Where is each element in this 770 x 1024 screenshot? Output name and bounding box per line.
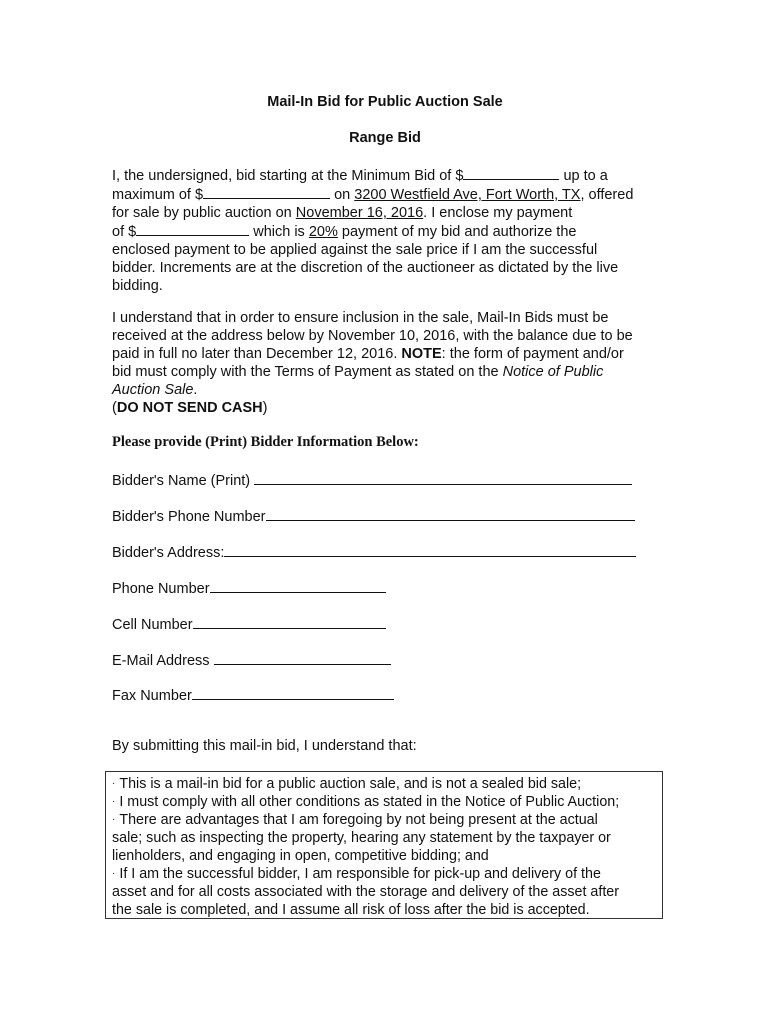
bidder-name-line[interactable] (254, 470, 632, 485)
cell-number-field[interactable]: Cell Number (112, 614, 386, 633)
terms-paragraph: I understand that in order to ensure inclusion in the sale, Mail-In Bids must be received at the address below by November 10, 2016, with the balance due to be paid in full no later than December 12, 2016. NOTE: the form of payment and/or bid must comply with the Terms of Payment as stated on the Notice of Public Auction Sale. (DO NOT SEND CASH) (112, 309, 672, 417)
email-field[interactable]: E-Mail Address (112, 650, 391, 669)
bid-statement-paragraph: I, the undersigned, bid starting at the Minimum Bid of $ up to a maximum of $ on 3200 Westfield Ave, Fort Worth, TX, offered for sale by public auction on November 16, 2016. I enclose my payment of $ which is 20% payment of my bid and authorize the enclosed payment to be applied against the sale price if I am the successful bidder. Increments are at the discretion of the auctioneer as dictated by the live bidding. (112, 168, 634, 294)
note-label: NOTE (401, 346, 442, 362)
bidder-address-field[interactable]: Bidder's Address: (112, 542, 636, 561)
bullet-icon: · (112, 778, 116, 789)
bullet-icon: · (112, 814, 116, 825)
maximum-bid-blank[interactable] (203, 185, 330, 199)
acknowledgement-item: · There are advantages that I am foregoing by not being present at the actual (112, 812, 598, 828)
phone-number-line[interactable] (210, 578, 386, 593)
fax-number-line[interactable] (192, 685, 394, 700)
acknowledgement-intro: By submitting this mail-in bid, I understand that: (112, 738, 417, 754)
cell-number-line[interactable] (193, 614, 386, 629)
minimum-bid-blank[interactable] (463, 166, 559, 180)
acknowledgement-box: · This is a mail-in bid for a public auction sale, and is not a sealed bid sale; · I must comply with all other conditions as stated in the Notice of Public Auction; · There are advantages that I am foregoing by not being present at the actual sale; such as inspecting the property, hearing any statement by the taxpayer or lienholders, and engaging in open, competitive bidding; and · If I am the successful bidder, I am responsible for pick-up and delivery of the asset and for all costs associated with the storage and delivery of the asset after the sale is completed, and I assume all risk of loss after the bid is accepted. (105, 771, 663, 919)
payment-amount-blank[interactable] (136, 222, 249, 236)
acknowledgement-item: · I must comply with all other conditions as stated in the Notice of Public Auction; (112, 794, 620, 810)
property-address: 3200 Westfield Ave, Fort Worth, TX (354, 187, 581, 203)
bidder-address-line[interactable] (224, 542, 636, 557)
acknowledgement-item: · If I am the successful bidder, I am responsible for pick-up and delivery of the (112, 866, 601, 882)
bullet-icon: · (112, 868, 116, 879)
document-subtitle: Range Bid (349, 130, 421, 146)
bidder-info-heading: Please provide (Print) Bidder Information Below: (112, 434, 419, 450)
bullet-icon: · (112, 796, 116, 807)
payment-percent: 20% (308, 224, 338, 240)
no-cash-warning: (DO NOT SEND CASH) (112, 400, 268, 416)
phone-number-field[interactable]: Phone Number (112, 578, 386, 597)
bidder-phone-field[interactable]: Bidder's Phone Number (112, 506, 635, 525)
fax-number-field[interactable]: Fax Number (112, 685, 394, 704)
email-line[interactable] (214, 650, 391, 665)
acknowledgement-item: · This is a mail-in bid for a public auction sale, and is not a sealed bid sale; (112, 776, 582, 792)
document-title: Mail-In Bid for Public Auction Sale (267, 94, 503, 110)
auction-date: November 16, 2016 (295, 205, 424, 221)
bidder-name-field[interactable]: Bidder's Name (Print) (112, 470, 632, 489)
bidder-phone-line[interactable] (266, 506, 635, 521)
